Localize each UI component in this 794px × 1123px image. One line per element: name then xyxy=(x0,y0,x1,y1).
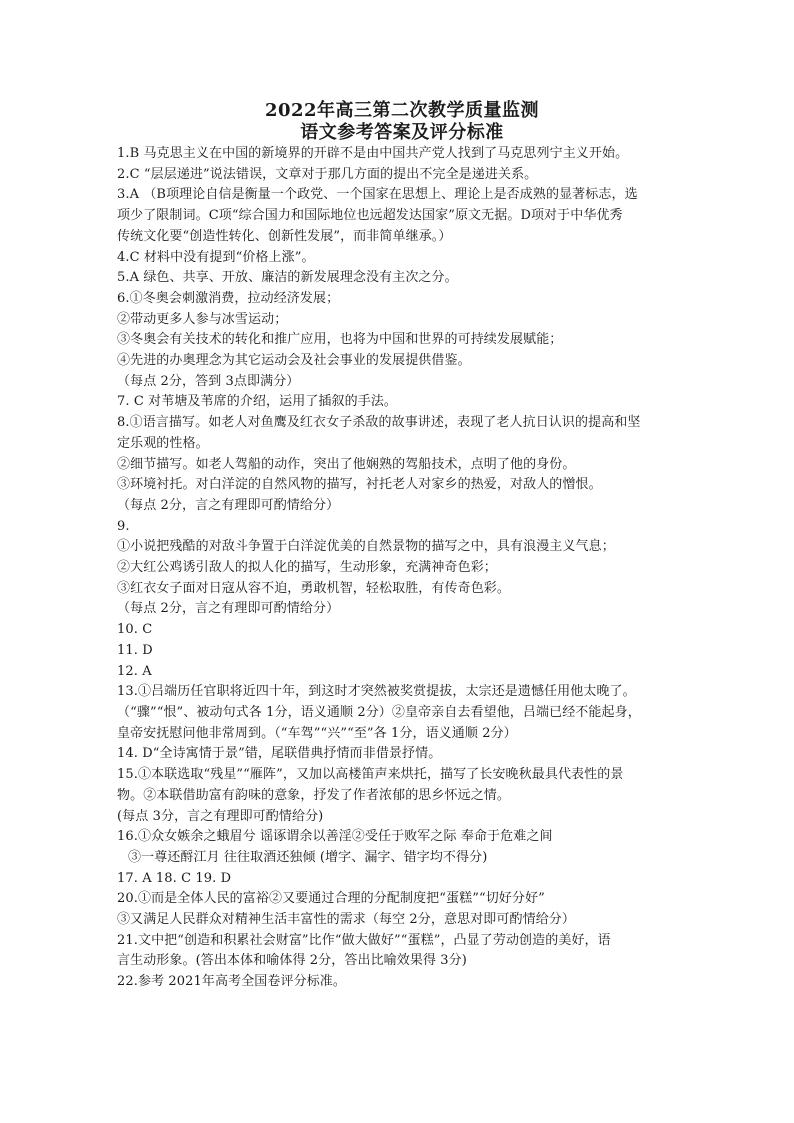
answer-line: ③红衣女子面对日寇从容不迫，勇敢机智，轻松取胜，有传奇色彩。 xyxy=(117,580,511,596)
answer-line: （每点 2分，答到 3点即满分） xyxy=(117,373,300,389)
answer-line: 7. C 对苇塘及苇席的介绍，运用了插叙的手法。 xyxy=(117,394,398,410)
answer-line: 4.C 材料中没有提到“价格上涨”。 xyxy=(117,249,315,265)
answer-line: 11. D xyxy=(117,642,153,658)
answer-line: ③一尊还酹江月 往往取酒还独倾 (增字、漏字、错字均不得分) xyxy=(128,849,488,865)
answer-line: 1.B 马克思主义在中国的新境界的开辟不是由中国共产党人找到了马克思列宁主义开始。 xyxy=(117,146,629,161)
answer-line: 8.①语言描写。如老人对鱼鹰及红衣女子杀敌的故事讲述，表现了老人抗日认识的提高和坚 xyxy=(117,415,641,431)
answer-line: ②大红公鸡诱引敌人的拟人化的描写，生动形象，充满神奇色彩； xyxy=(117,560,497,576)
answer-line: ②带动更多人参与冰雪运动； xyxy=(117,311,288,327)
answer-list xyxy=(117,144,687,993)
answer-line: 定乐观的性格。 xyxy=(117,435,209,451)
answer-line: （“骤”“恨”、被动句式各 1分，语义通顺 2分）②皇帝亲自去看望他，吕端已经不能起身， xyxy=(117,704,641,720)
answer-line: （每点 2分，言之有理即可酌情给分） xyxy=(117,497,340,513)
answer-line: ④先进的办奥理念为其它运动会及社会事业的发展提供借鉴。 xyxy=(117,353,471,369)
answer-line: 传统文化要“创造性转化、创新性发展”，而非简单继承。） xyxy=(117,228,452,244)
answer-line: 16.①众女嫉余之蛾眉兮 谣诼谓余以善淫②受任于败军之际 奉命于危难之间 xyxy=(117,829,553,845)
document-title: 2022年高三第二次教学质量监测 xyxy=(264,100,540,121)
answer-line: 10. C xyxy=(117,622,153,638)
answer-line: ①小说把残酷的对敌斗争置于白洋淀优美的自然景物的描写之中，具有浪漫主义气息； xyxy=(117,539,615,555)
answer-line: 21.文中把“创造和积累社会财富”比作“做大做好”“蛋糕”，凸显了劳动创造的美好，语 xyxy=(117,932,611,948)
answer-line: 17. A 18. C 19. D xyxy=(117,870,232,886)
answer-line: ②细节描写。如老人驾船的动作，突出了他娴熟的驾船技术，点明了他的身份。 xyxy=(117,456,576,472)
answer-line: 15.①本联选取“残星”“雁阵”，又加以高楼笛声来烘托，描写了长安晚秋最具代表性的景 xyxy=(117,767,624,783)
answer-line: (每点 3分，言之有理即可酌情给分) xyxy=(117,808,324,824)
answer-line: 3.A （B项理论自信是衡量一个政党、一个国家在思想上、理论上是否成熟的显著标志，选 xyxy=(117,187,638,203)
answer-line: ③冬奥会有关技术的转化和推广应用，也将为中国和世界的可持续发展赋能； xyxy=(117,332,563,348)
answer-line: 言生动形象。(答出本体和喻体得 2分，答出比喻效果得 3分) xyxy=(117,953,467,969)
answer-line: 20.①而是全体人民的富裕②又要通过合理的分配制度把“蛋糕”“切好分好” xyxy=(117,891,545,907)
answer-line: 14. D“全诗寓情于景”错，尾联借典抒情而非借景抒情。 xyxy=(117,746,442,762)
document-subtitle: 语文参考答案及评分标准 xyxy=(300,122,504,143)
answer-sheet-page xyxy=(117,100,687,993)
answer-line: 5.A 绿色、共享、开放、廉洁的新发展理念没有主次之分。 xyxy=(117,270,458,286)
answer-line: 9. xyxy=(117,518,130,534)
answer-line: 13.①吕端历任官职将近四十年，到这时才突然被奖赏提拔，太宗还是遗憾任用他太晚了。 xyxy=(117,684,636,700)
answer-line: 皇帝安抚慰问他非常周到。（“车驾”“兴”“至”各 1分，语义通顺 2分） xyxy=(117,725,517,741)
answer-line: 物。②本联借助富有韵味的意象，抒发了作者浓郁的思乡怀远之情。 xyxy=(117,787,511,803)
answer-line: 12. A xyxy=(117,663,152,679)
answer-line: ③又满足人民群众对精神生活丰富性的需求（每空 2分，意思对即可酌情给分） xyxy=(117,912,576,928)
answer-line: ③环境衬托。对白洋淀的自然风物的描写，衬托老人对家乡的热爱，对敌人的憎恨。 xyxy=(117,477,602,493)
answer-line: 项少了限制词。C项“综合国力和国际地位也远超发达国家”原文无据。D项对于中华优秀 xyxy=(117,208,623,224)
answer-line: 2.C “层层递进”说法错误，文章对于那几方面的提出不完全是递进关系。 xyxy=(117,166,538,182)
answer-line: 6.①冬奥会刺激消费，拉动经济发展； xyxy=(117,290,340,306)
answer-line: （每点 2分，言之有理即可酌情给分） xyxy=(117,601,340,617)
answer-line: 22.参考 2021年高考全国卷评分标准。 xyxy=(117,974,346,990)
